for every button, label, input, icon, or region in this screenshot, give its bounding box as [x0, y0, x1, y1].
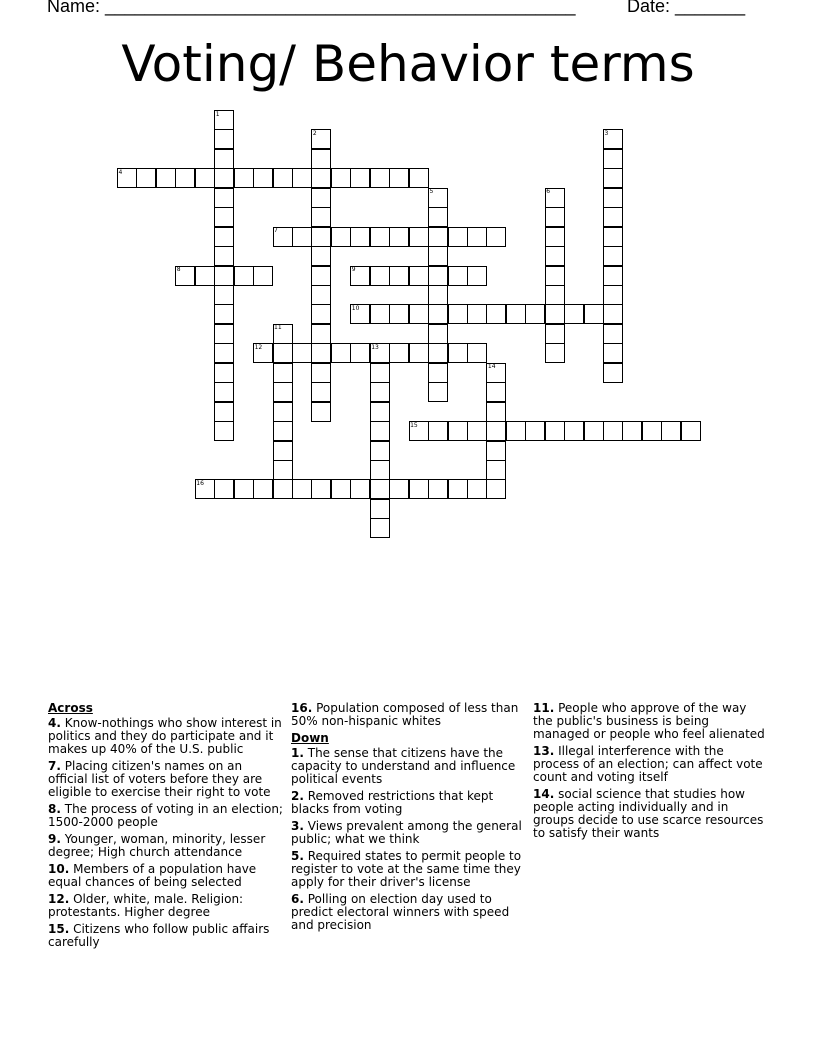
clue-across: 15. Citizens who follow public affairs carefully — [48, 922, 270, 949]
clue-across: 7. Placing citizen's names on an official list of voters before they are eligible to exercise their right to vote — [48, 759, 271, 799]
grid-cell[interactable] — [428, 324, 448, 344]
grid-cell[interactable] — [409, 266, 429, 286]
clue-number-label: 7 — [274, 227, 278, 235]
grid-cell[interactable] — [370, 460, 390, 480]
clue-number-label: 6 — [546, 188, 551, 196]
grid-cell[interactable] — [292, 343, 312, 363]
grid-cell[interactable] — [428, 343, 448, 363]
clue-down: 14. social science that studies how people acting individually and in groups decide to use scarce resources to satisfy their wants — [533, 787, 764, 840]
clue-down: 13. Illegal interference with the process of an election; can affect vote count and voting itself — [533, 744, 763, 784]
grid-cell[interactable] — [428, 207, 448, 227]
grid-cell[interactable] — [603, 227, 623, 247]
clue-across: 16. Population composed of less than 50% non-hispanic whites — [291, 701, 519, 728]
grid-cell[interactable] — [234, 168, 254, 188]
grid-cell[interactable] — [603, 421, 623, 441]
grid-cell[interactable] — [486, 227, 506, 247]
grid-cell[interactable] — [214, 207, 234, 227]
grid-cell[interactable] — [486, 479, 506, 499]
clue-number-label: 5 — [429, 188, 434, 196]
grid-cell[interactable] — [603, 266, 623, 286]
across-clues-column-1 — [48, 702, 283, 953]
grid-cell[interactable] — [564, 304, 584, 324]
grid-cell[interactable] — [370, 363, 390, 383]
grid-cell[interactable] — [467, 304, 487, 324]
grid-cell[interactable] — [156, 168, 176, 188]
grid-cell[interactable] — [273, 343, 293, 363]
grid-cell[interactable] — [350, 168, 370, 188]
grid-cell[interactable] — [409, 304, 429, 324]
grid-cell[interactable] — [681, 421, 701, 441]
down-clues-column-3 — [533, 702, 768, 844]
grid-cell[interactable] — [428, 285, 448, 305]
grid-cell[interactable] — [545, 207, 565, 227]
grid-cell[interactable] — [467, 343, 487, 363]
grid-cell[interactable] — [214, 188, 234, 208]
grid-cell[interactable] — [214, 149, 234, 169]
grid-cell[interactable] — [253, 479, 273, 499]
grid-cell[interactable] — [253, 168, 273, 188]
grid-cell[interactable] — [370, 421, 390, 441]
grid-cell[interactable] — [545, 304, 565, 324]
grid-cell[interactable] — [545, 285, 565, 305]
grid-cell[interactable] — [603, 188, 623, 208]
grid-cell[interactable] — [273, 168, 293, 188]
grid-cell[interactable] — [448, 479, 468, 499]
clue-number-label: 11 — [274, 324, 282, 332]
grid-cell[interactable] — [409, 479, 429, 499]
grid-cell[interactable] — [273, 363, 293, 383]
clue-number-label: 4 — [118, 168, 123, 176]
grid-cell[interactable] — [292, 227, 312, 247]
grid-cell[interactable] — [603, 343, 623, 363]
grid-cell[interactable] — [175, 168, 195, 188]
grid-cell[interactable] — [545, 324, 565, 344]
clue-number-label: 15 — [410, 421, 418, 429]
grid-cell[interactable] — [311, 402, 331, 422]
grid-cell[interactable] — [448, 227, 468, 247]
grid-cell[interactable] — [214, 129, 234, 149]
grid-cell[interactable] — [389, 304, 409, 324]
grid-cell[interactable] — [370, 499, 390, 519]
down-heading: Down — [291, 731, 329, 745]
clue-number-label: 9 — [351, 266, 356, 273]
grid-cell[interactable] — [389, 168, 409, 188]
grid-cell[interactable] — [409, 343, 429, 363]
grid-cell[interactable] — [350, 479, 370, 499]
grid-cell[interactable] — [214, 382, 234, 402]
clue-number-label: 14 — [487, 363, 496, 371]
grid-cell[interactable] — [370, 168, 390, 188]
clue-down: 5. Required states to permit people to register to vote at the same time they apply for their driver's license — [291, 849, 522, 889]
grid-cell[interactable] — [214, 304, 234, 324]
grid-cell[interactable] — [603, 246, 623, 266]
grid-cell[interactable] — [311, 363, 331, 383]
grid-cell[interactable] — [370, 304, 390, 324]
grid-cell[interactable] — [214, 285, 234, 305]
grid-cell[interactable] — [311, 343, 331, 363]
grid-cell[interactable] — [311, 266, 331, 286]
grid-cell[interactable] — [428, 227, 448, 247]
grid-cell[interactable] — [350, 343, 370, 363]
grid-cell[interactable] — [428, 246, 448, 266]
grid-cell[interactable] — [389, 343, 409, 363]
grid-cell[interactable] — [603, 207, 623, 227]
clue-number-label: 1 — [215, 110, 220, 118]
grid-cell[interactable] — [331, 479, 351, 499]
grid-cell[interactable] — [545, 246, 565, 266]
grid-cell[interactable] — [545, 421, 565, 441]
grid-cell[interactable] — [273, 402, 293, 422]
grid-cell[interactable] — [292, 168, 312, 188]
grid-cell[interactable] — [214, 363, 234, 383]
grid-cell[interactable] — [311, 324, 331, 344]
grid-cell[interactable] — [214, 168, 234, 188]
grid-cell[interactable] — [486, 304, 506, 324]
grid-cell[interactable] — [214, 402, 234, 422]
grid-cell[interactable] — [603, 285, 623, 305]
grid-cell[interactable] — [136, 168, 156, 188]
clue-number-label: 3 — [604, 129, 609, 137]
grid-cell[interactable] — [428, 479, 448, 499]
grid-cell[interactable] — [214, 421, 234, 441]
clue-down: 11. People who approve of the way the public's business is being managed or people who feel alienated — [533, 701, 765, 741]
grid-cell[interactable] — [234, 266, 254, 286]
grid-cell[interactable] — [370, 518, 390, 538]
grid-cell[interactable] — [311, 246, 331, 266]
grid-cell[interactable] — [311, 168, 331, 188]
clue-number-label: 2 — [312, 129, 317, 137]
grid-cell[interactable] — [389, 227, 409, 247]
grid-cell[interactable] — [350, 227, 370, 247]
clues-column-2 — [291, 702, 526, 936]
grid-cell[interactable] — [370, 227, 390, 247]
grid-cell[interactable] — [448, 421, 468, 441]
clue-number-label: 16 — [196, 479, 204, 487]
grid-cell[interactable] — [486, 460, 506, 480]
grid-cell[interactable] — [214, 343, 234, 363]
grid-cell[interactable] — [486, 402, 506, 422]
grid-cell[interactable] — [486, 421, 506, 441]
clue-number-label: 8 — [176, 266, 181, 273]
grid-cell[interactable] — [370, 266, 390, 286]
grid-cell[interactable] — [195, 168, 215, 188]
grid-cell[interactable] — [311, 382, 331, 402]
grid-cell[interactable] — [486, 382, 506, 402]
clue-across: 9. Younger, woman, minority, lesser degree; High church attendance — [48, 832, 266, 859]
grid-cell[interactable] — [603, 149, 623, 169]
across-heading: Across — [48, 701, 93, 715]
grid-cell[interactable] — [331, 227, 351, 247]
grid-cell[interactable] — [428, 266, 448, 286]
grid-cell[interactable] — [564, 421, 584, 441]
clue-down: 6. Polling on election day used to predict electoral winners with speed and precision — [291, 892, 510, 932]
name-label: Name: _______________________________________________ — [47, 0, 576, 16]
grid-cell[interactable] — [389, 479, 409, 499]
grid-cell[interactable] — [370, 382, 390, 402]
grid-cell[interactable] — [311, 479, 331, 499]
date-label: Date: _______ — [627, 0, 746, 16]
clue-across: 10. Members of a population have equal chances of being selected — [48, 862, 257, 889]
grid-cell[interactable] — [545, 343, 565, 363]
grid-cell[interactable] — [467, 479, 487, 499]
grid-cell[interactable] — [311, 207, 331, 227]
grid-cell[interactable] — [292, 479, 312, 499]
grid-cell[interactable] — [331, 168, 351, 188]
grid-cell[interactable] — [467, 266, 487, 286]
grid-cell[interactable] — [311, 149, 331, 169]
grid-cell[interactable] — [311, 227, 331, 247]
clue-number-label: 13 — [371, 343, 379, 351]
grid-cell[interactable] — [370, 479, 390, 499]
clue-down: 2. Removed restrictions that kept blacks from voting — [291, 789, 494, 816]
clue-across: 4. Know-nothings who show interest in politics and they do participate and it makes up 40% of the U.S. public — [48, 716, 282, 756]
grid-cell[interactable] — [506, 421, 526, 441]
grid-cell[interactable] — [331, 343, 351, 363]
grid-cell[interactable] — [448, 266, 468, 286]
clue-down: 1. The sense that citizens have the capacity to understand and influence political events — [291, 746, 516, 786]
grid-cell[interactable] — [370, 441, 390, 461]
grid-cell[interactable] — [622, 421, 642, 441]
grid-cell[interactable] — [545, 227, 565, 247]
grid-cell[interactable] — [370, 402, 390, 422]
grid-cell[interactable] — [311, 285, 331, 305]
grid-cell[interactable] — [234, 479, 254, 499]
grid-cell[interactable] — [603, 304, 623, 324]
grid-cell[interactable] — [428, 382, 448, 402]
grid-cell[interactable] — [467, 421, 487, 441]
grid-cell[interactable] — [273, 382, 293, 402]
grid-cell[interactable] — [311, 304, 331, 324]
clue-across: 8. The process of voting in an election; 1500-2000 people — [48, 802, 283, 829]
grid-cell[interactable] — [603, 324, 623, 344]
grid-cell[interactable] — [389, 266, 409, 286]
grid-cell[interactable] — [214, 227, 234, 247]
grid-cell[interactable] — [273, 460, 293, 480]
grid-cell[interactable] — [448, 304, 468, 324]
grid-cell[interactable] — [253, 266, 273, 286]
grid-cell[interactable] — [467, 227, 487, 247]
grid-cell[interactable] — [273, 421, 293, 441]
grid-cell[interactable] — [214, 266, 234, 286]
grid-cell[interactable] — [214, 246, 234, 266]
grid-cell[interactable] — [195, 266, 215, 286]
grid-cell[interactable] — [525, 304, 545, 324]
clue-down: 3. Views prevalent among the general public; what we think — [291, 819, 522, 846]
grid-cell[interactable] — [428, 363, 448, 383]
grid-cell[interactable] — [584, 421, 604, 441]
grid-cell[interactable] — [409, 227, 429, 247]
grid-cell[interactable] — [214, 324, 234, 344]
grid-cell[interactable] — [311, 188, 331, 208]
grid-cell[interactable] — [545, 266, 565, 286]
grid-cell[interactable] — [428, 304, 448, 324]
clue-number-label: 10 — [351, 304, 360, 312]
grid-cell[interactable] — [661, 421, 681, 441]
grid-cell[interactable] — [506, 304, 526, 324]
grid-cell[interactable] — [448, 343, 468, 363]
clue-across: 12. Older, white, male. Religion: protestants. Higher degree — [48, 892, 244, 919]
grid-cell[interactable] — [409, 168, 429, 188]
grid-cell[interactable] — [642, 421, 662, 441]
grid-cell[interactable] — [603, 168, 623, 188]
grid-cell[interactable] — [273, 479, 293, 499]
page-title: Voting/ Behavior terms — [121, 35, 695, 93]
grid-cell[interactable] — [525, 421, 545, 441]
grid-cell[interactable] — [584, 304, 604, 324]
grid-cell[interactable] — [428, 421, 448, 441]
grid-cell[interactable] — [214, 479, 234, 499]
grid-cell[interactable] — [486, 441, 506, 461]
grid-cell[interactable] — [603, 363, 623, 383]
clue-number-label: 12 — [254, 343, 263, 351]
grid-cell[interactable] — [273, 441, 293, 461]
